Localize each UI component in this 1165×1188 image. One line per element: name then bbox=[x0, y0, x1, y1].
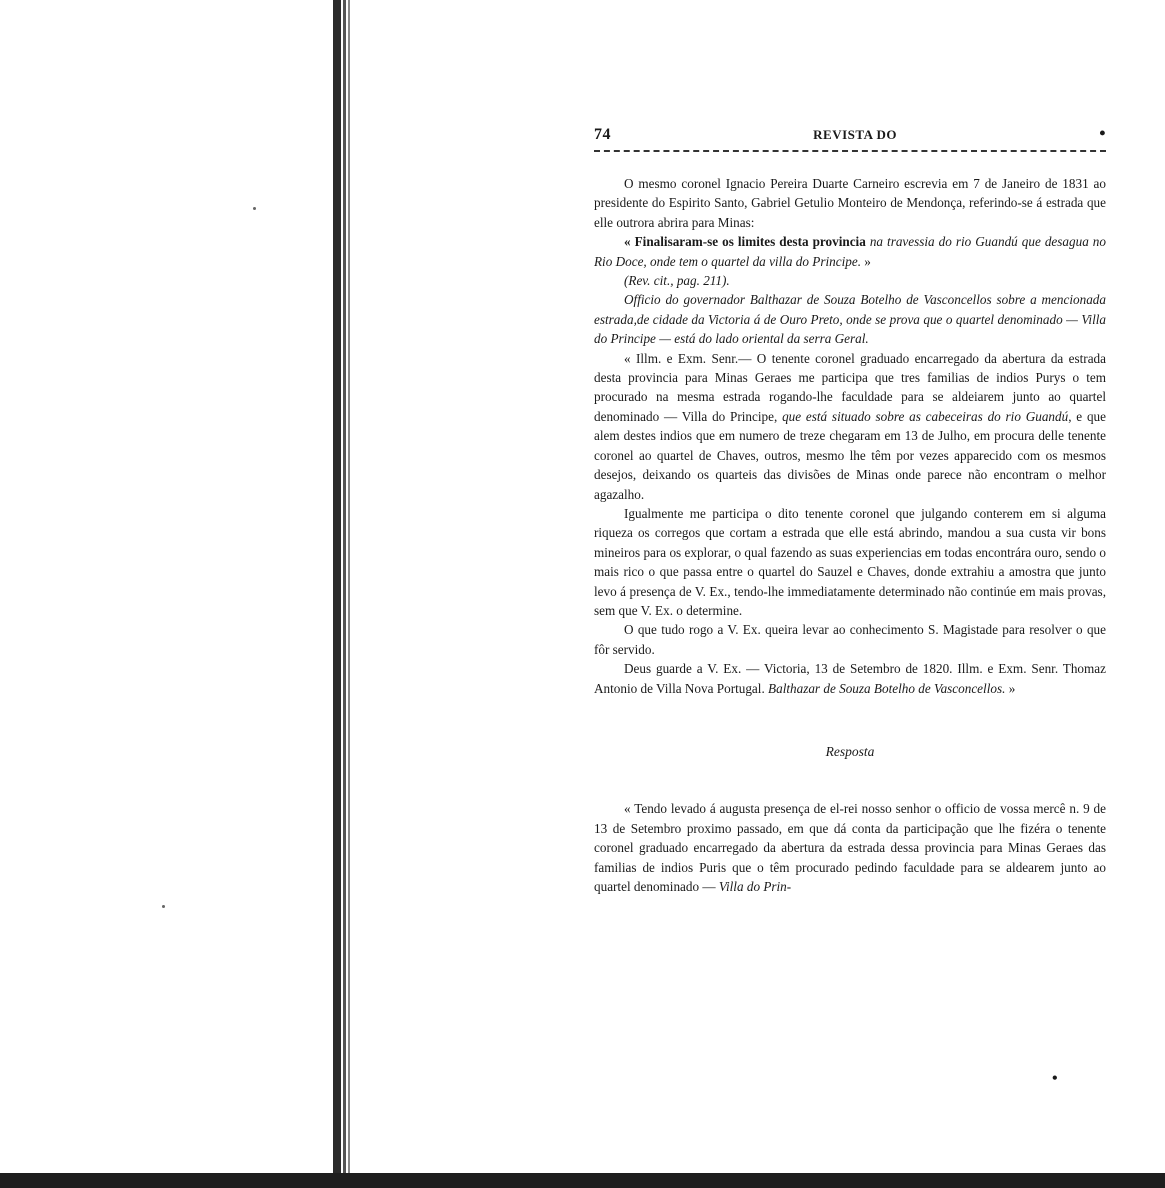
scan-speck bbox=[162, 905, 165, 908]
running-title: REVISTA DO bbox=[813, 127, 898, 142]
book-gutter-edge bbox=[343, 0, 346, 1188]
letter-italic-text: que está situado sobre as cabeceiras do rio Guandú bbox=[782, 408, 1069, 424]
quote-italic-text: na travessia do rio Guandú que desagua no Rio Doce, onde tem o quartel da villa do Principe. bbox=[594, 234, 1106, 269]
paragraph: Igualmente me participa o dito tenente coronel que julgando conterem em si alguma riqueza os corregos que cortam a estrada que elle está abrindo, mandou a sua custa vir bons mineiros para os explorar, o qual fazendo as suas experiencias em todas encontrára ouro, sendo o mais rico o que passa entre o quartel do Sauzel e Chaves, donde extrahiu a amostra que junto levo á presença de V. Ex., tendo-lhe immediatamente determinado não continúe em mais provas, sem que V. Ex. o determine. bbox=[594, 505, 1106, 618]
scan-bottom-band bbox=[0, 1173, 1165, 1188]
document-page bbox=[594, 123, 1106, 896]
running-header bbox=[594, 123, 1106, 152]
signature-name: Balthazar de Souza Botelho de Vasconcellos. bbox=[768, 680, 1006, 696]
scan-speck bbox=[253, 207, 256, 210]
signature-paragraph bbox=[594, 659, 1106, 698]
trailing-mark: • bbox=[1052, 1070, 1058, 1087]
citation: (Rev. cit., pag. 211). bbox=[624, 273, 730, 289]
paragraph: O mesmo coronel Ignacio Pereira Duarte Carneiro escrevia em 7 de Janeiro de 1831 ao presidente do Espirito Santo, Gabriel Getulio Monteiro de Mendonça, referindo-se á estrada que elle outrora abrira para Minas: bbox=[594, 176, 1106, 230]
letter-text-cont: , e que alem destes indios que em numero de treze chegaram em 13 de Julho, em procura delle tenente coronel ao quartel de Chaves, outros, mesmo lhe têm por vezes apparecido com os mesmos desejos, deixando os quarteis das divisões de Minas onde parece não encontram o melhor agazalho. bbox=[594, 408, 1106, 502]
book-gutter-edge-light bbox=[348, 0, 350, 1188]
letter-paragraph bbox=[594, 349, 1106, 504]
letter-text: « Illm. e Exm. Senr.— O tenente coronel graduado encarregado da abertura da estrada desta provincia para Minas Geraes me participa que tres familias de indios Purys o tem procurado na mesma estrada rogando-lhe faculdade para se aldeiarem junto ao quartel denominado — Villa do Principe, bbox=[594, 350, 1106, 424]
reply-italic-text: Villa do Prin- bbox=[718, 879, 792, 894]
signature-close: » bbox=[1005, 680, 1016, 696]
reply-paragraph bbox=[594, 799, 1106, 896]
quote-close: » bbox=[861, 253, 871, 269]
section-heading: Resposta bbox=[825, 743, 875, 759]
reply-text: « Tendo levado á augusta presença de el-rei nosso senhor o officio de vossa mercê n. 9 de 13 de Setembro proximo passado, em que dá conta da participação que lhe fizéra o tenente coronel graduado encarregado da abertura da estrada dessa provincia para Minas Geraes das familias de indios Puris que o têm procurado pedindo faculdade para se aldearem junto ao quartel denominado — bbox=[594, 801, 1106, 894]
quote-open-text: « Finalisaram-se os limites desta provincia bbox=[624, 234, 870, 250]
paragraph: O que tudo rogo a V. Ex. queira levar ao conhecimento S. Magistade para resolver o que fôr servido. bbox=[594, 622, 1106, 657]
page-number: 74 bbox=[594, 126, 611, 143]
quote-paragraph bbox=[594, 232, 1106, 271]
document-title: Officio do governador Balthazar de Souza Botelho de Vasconcellos sobre a mencionada estrada,de cidade da Victoria á de Ouro Preto, onde se prova que o quartel denominado — Villa do Principe — está do lado oriental da serra Geral. bbox=[594, 292, 1106, 347]
header-mark: • bbox=[1099, 123, 1106, 143]
signature-text: Deus guarde a V. Ex. — Victoria, 13 de Setembro de 1820. Illm. e Exm. Senr. Thomaz Antonio de Villa Nova Portugal. bbox=[594, 661, 1106, 696]
book-gutter bbox=[333, 0, 341, 1188]
